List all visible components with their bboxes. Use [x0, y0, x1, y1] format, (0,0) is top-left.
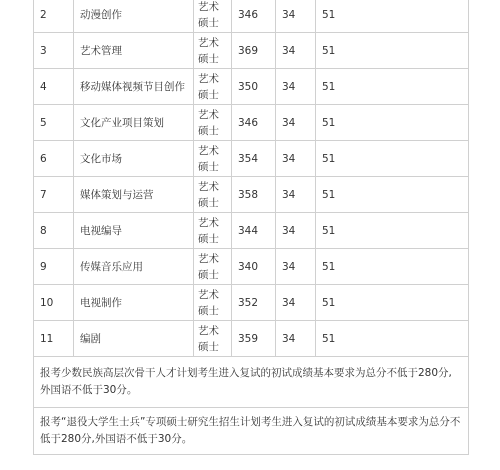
total-score: 354 — [232, 141, 276, 177]
row-number: 3 — [34, 33, 74, 69]
foreign-language-score: 51 — [316, 321, 469, 357]
major-name: 电视编导 — [74, 213, 194, 249]
total-score: 346 — [232, 105, 276, 141]
major-name: 艺术管理 — [74, 33, 194, 69]
veteran-program-note: 报考“退役大学生士兵”专项硕士研究生招生计划考生进入复试的初试成绩基本要求为总分不低于280分,外国语不低于30分。 — [34, 408, 469, 455]
table-row — [34, 249, 469, 285]
politics-score: 34 — [276, 0, 316, 33]
total-score: 350 — [232, 69, 276, 105]
table-row — [34, 105, 469, 141]
major-name: 文化产业项目策划 — [74, 105, 194, 141]
degree-type: 艺术 硕士 — [194, 249, 232, 285]
politics-score: 34 — [276, 213, 316, 249]
degree-type: 艺术 硕士 — [194, 321, 232, 357]
row-number: 7 — [34, 177, 74, 213]
table-row — [34, 33, 469, 69]
politics-score: 34 — [276, 177, 316, 213]
score-table-body — [34, 0, 469, 455]
table-row — [34, 141, 469, 177]
major-name: 媒体策划与运营 — [74, 177, 194, 213]
table-note-row — [34, 357, 469, 408]
row-number: 10 — [34, 285, 74, 321]
table-row — [34, 69, 469, 105]
row-number: 8 — [34, 213, 74, 249]
total-score: 359 — [232, 321, 276, 357]
table-row — [34, 213, 469, 249]
row-number: 11 — [34, 321, 74, 357]
row-number: 6 — [34, 141, 74, 177]
degree-type: 艺术 硕士 — [194, 141, 232, 177]
foreign-language-score: 51 — [316, 177, 469, 213]
degree-type: 艺术 硕士 — [194, 105, 232, 141]
foreign-language-score: 51 — [316, 249, 469, 285]
minority-program-note: 报考少数民族高层次骨干人才计划考生进入复试的初试成绩基本要求为总分不低于280分,外国语不低于30分。 — [34, 357, 469, 408]
row-number: 2 — [34, 0, 74, 33]
major-name: 文化市场 — [74, 141, 194, 177]
degree-type: 艺术 硕士 — [194, 213, 232, 249]
total-score: 346 — [232, 0, 276, 33]
total-score: 352 — [232, 285, 276, 321]
total-score: 369 — [232, 33, 276, 69]
foreign-language-score: 51 — [316, 141, 469, 177]
major-name: 电视制作 — [74, 285, 194, 321]
politics-score: 34 — [276, 285, 316, 321]
table-row — [34, 285, 469, 321]
foreign-language-score: 51 — [316, 213, 469, 249]
politics-score: 34 — [276, 141, 316, 177]
degree-type: 艺术 硕士 — [194, 177, 232, 213]
politics-score: 34 — [276, 321, 316, 357]
major-name: 移动媒体视频节目创作 — [74, 69, 194, 105]
politics-score: 34 — [276, 33, 316, 69]
major-name: 编剧 — [74, 321, 194, 357]
degree-type: 艺术 硕士 — [194, 0, 232, 33]
table-row — [34, 321, 469, 357]
table-row — [34, 0, 469, 33]
table-note-row — [34, 408, 469, 455]
total-score: 358 — [232, 177, 276, 213]
foreign-language-score: 51 — [316, 285, 469, 321]
foreign-language-score: 51 — [316, 105, 469, 141]
row-number: 4 — [34, 69, 74, 105]
politics-score: 34 — [276, 249, 316, 285]
politics-score: 34 — [276, 105, 316, 141]
major-name: 传媒音乐应用 — [74, 249, 194, 285]
table-row — [34, 177, 469, 213]
score-table — [33, 0, 469, 455]
row-number: 5 — [34, 105, 74, 141]
major-name: 动漫创作 — [74, 0, 194, 33]
total-score: 340 — [232, 249, 276, 285]
score-table-container — [33, 0, 469, 455]
degree-type: 艺术 硕士 — [194, 33, 232, 69]
foreign-language-score: 51 — [316, 33, 469, 69]
foreign-language-score: 51 — [316, 69, 469, 105]
politics-score: 34 — [276, 69, 316, 105]
foreign-language-score: 51 — [316, 0, 469, 33]
degree-type: 艺术 硕士 — [194, 285, 232, 321]
total-score: 344 — [232, 213, 276, 249]
degree-type: 艺术 硕士 — [194, 69, 232, 105]
row-number: 9 — [34, 249, 74, 285]
